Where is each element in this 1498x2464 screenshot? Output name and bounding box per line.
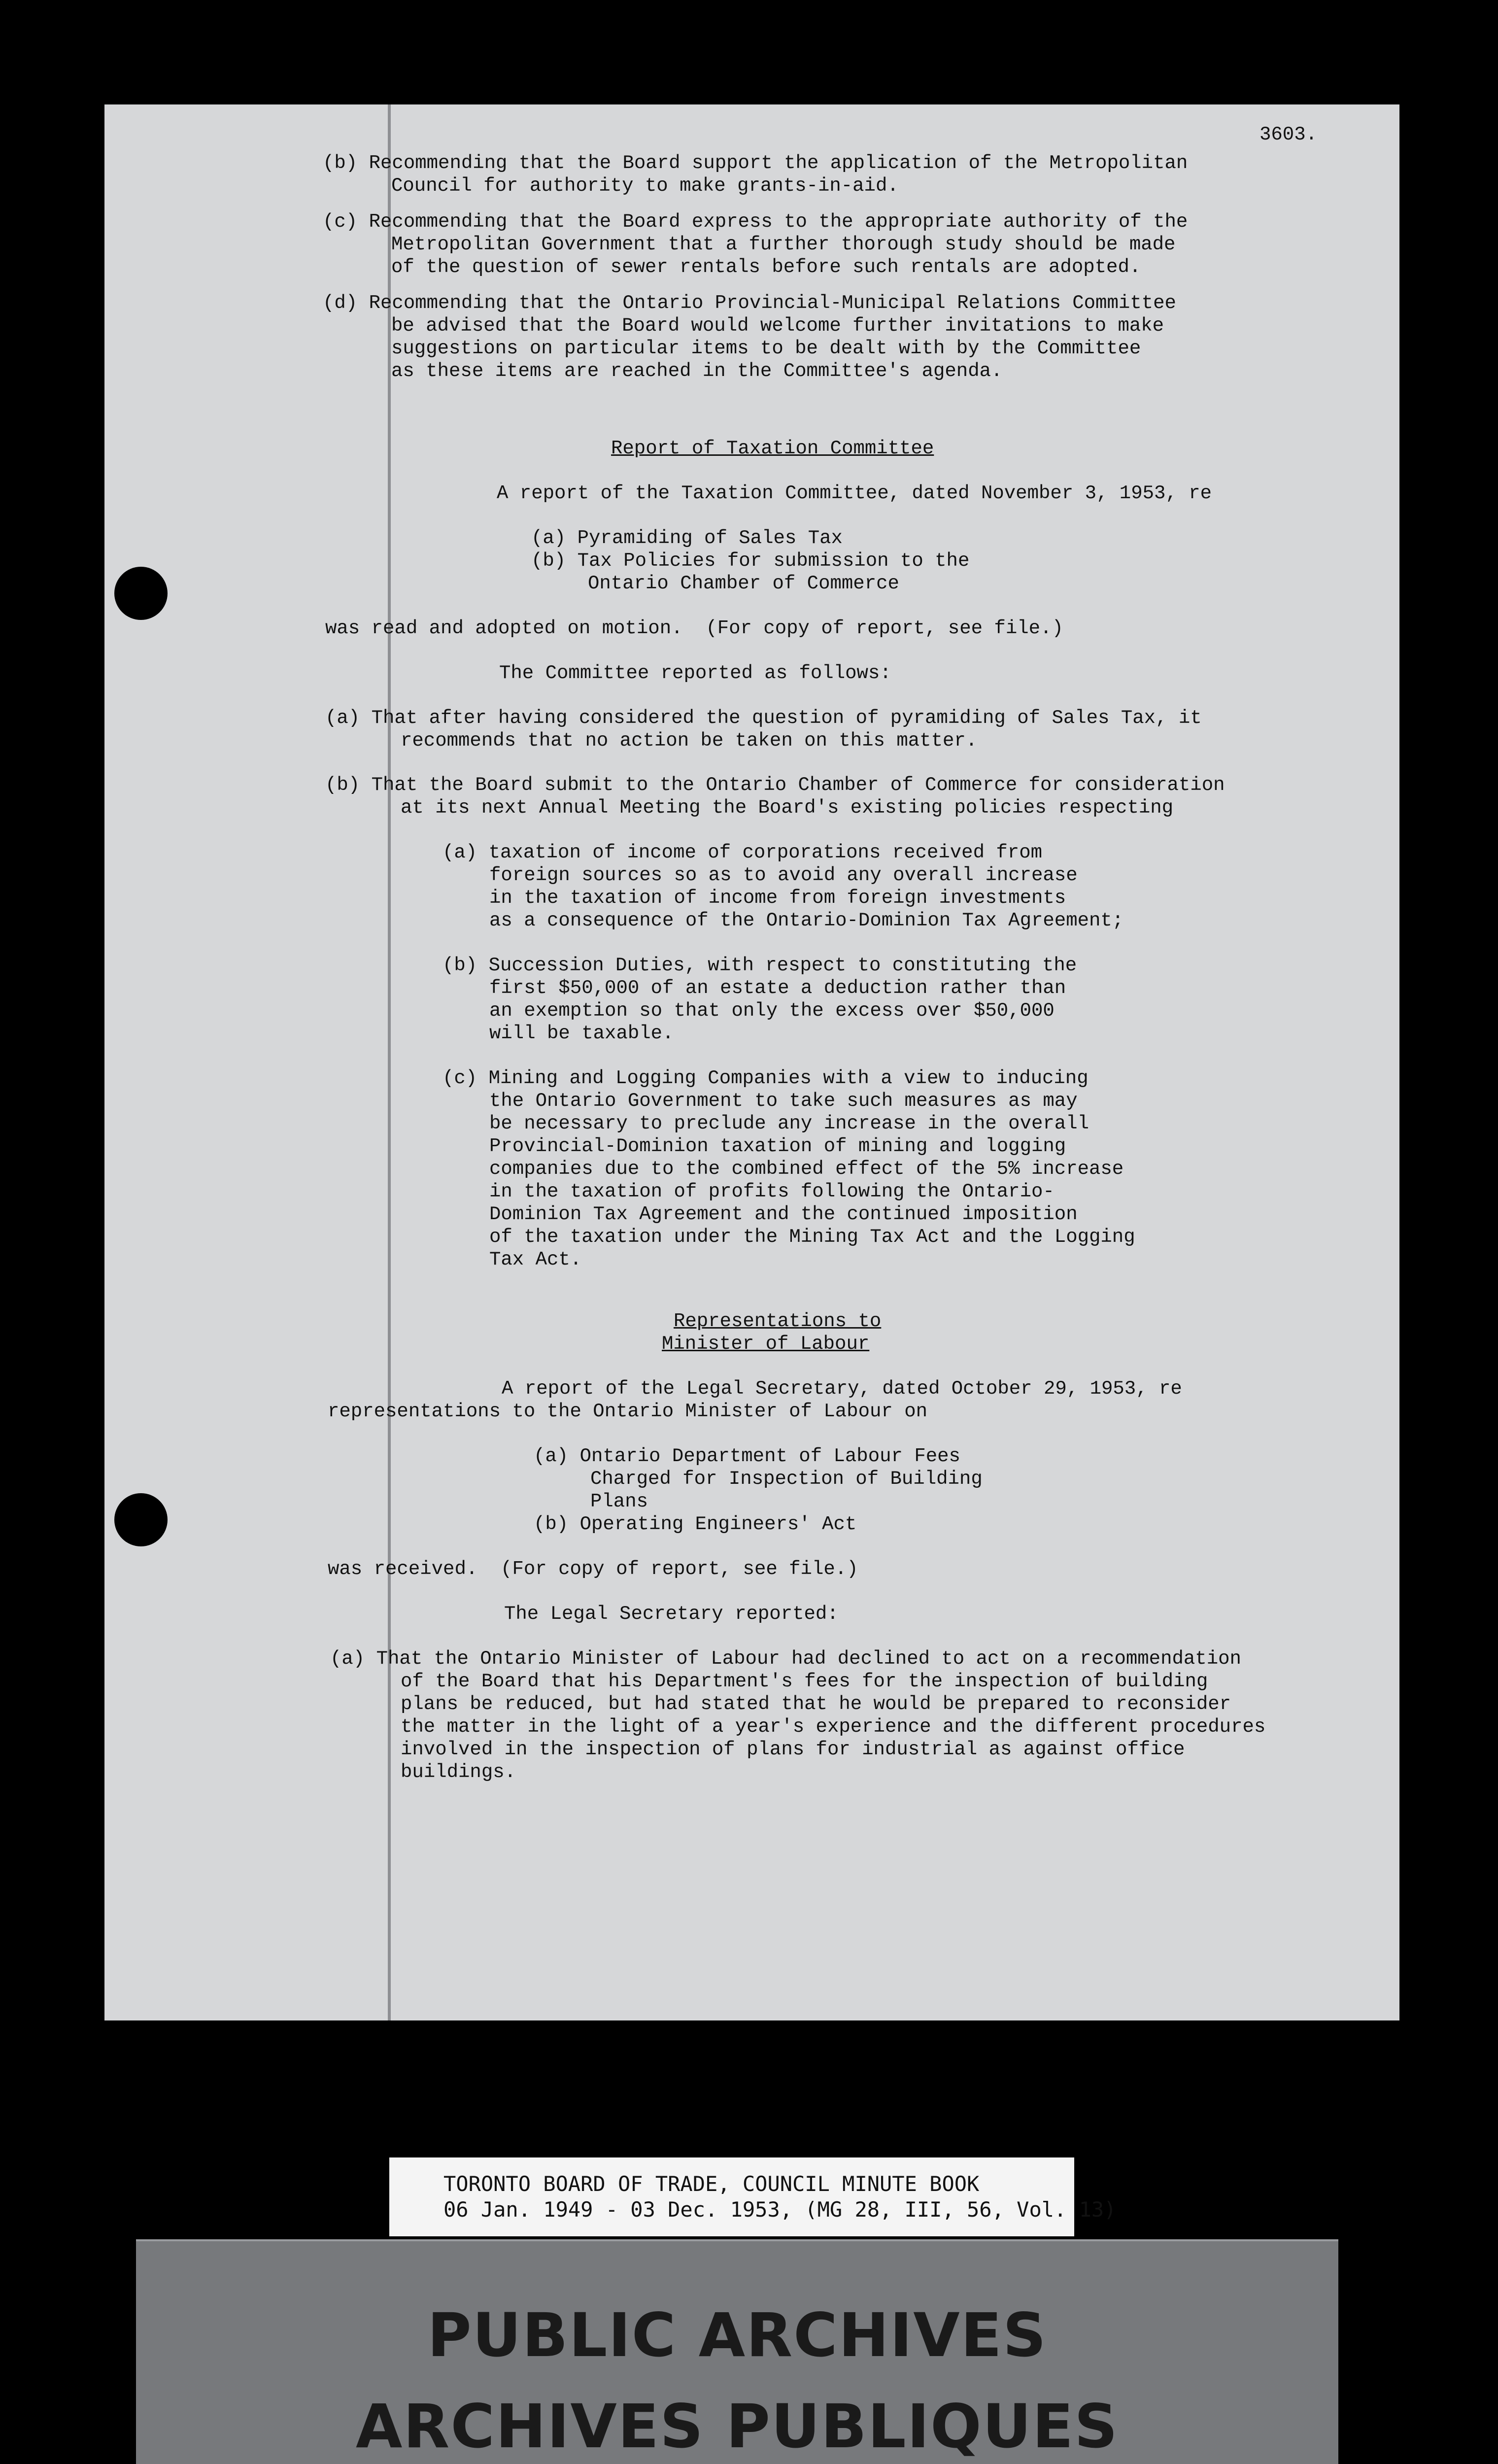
stamp-line2: ARCHIVES PUBLIQUES (355, 2392, 1119, 2462)
text-line: be necessary to preclude any increase in the overall (489, 1113, 1089, 1134)
text-line: in the taxation of profits following the Ontario- (489, 1181, 1055, 1202)
text-line: first $50,000 of an estate a deduction rather than (489, 977, 1066, 999)
text-line: plans be reduced, but had stated that he would be prepared to reconsider (401, 1693, 1231, 1715)
text-line: Minister of Labour (662, 1333, 870, 1355)
text-line: of the question of sewer rentals before such rentals are adopted. (391, 256, 1141, 278)
text-line: suggestions on particular items to be dealt with by the Committee (391, 338, 1141, 359)
text-line: be advised that the Board would welcome further invitations to make (391, 315, 1164, 337)
text-line: A report of the Legal Secretary, dated October 29, 1953, re (502, 1378, 1182, 1400)
text-line: representations to the Ontario Minister of Labour on (328, 1401, 927, 1422)
text-line: will be taxable. (489, 1023, 674, 1044)
text-line: was read and adopted on motion. (For copy of report, see file.) (325, 617, 1063, 639)
text-line: (a) Ontario Department of Labour Fees (534, 1445, 960, 1467)
text-line: as these items are reached in the Committee's agenda. (391, 360, 1003, 382)
text-line: Plans (590, 1491, 648, 1512)
text-line: foreign sources so as to avoid any overall increase (489, 864, 1078, 886)
text-line: Provincial-Dominion taxation of mining and logging (489, 1135, 1066, 1157)
text-line: (b) Recommending that the Board support the application of the Metropolitan (323, 152, 1188, 174)
text-line: of the Board that his Department's fees for the inspection of building (401, 1671, 1208, 1692)
text-line: companies due to the combined effect of the 5% increase (489, 1158, 1124, 1180)
text-line: (d) Recommending that the Ontario Provincial-Municipal Relations Committee (323, 292, 1176, 314)
archive-label-line1: TORONTO BOARD OF TRADE, COUNCIL MINUTE BOOK (443, 2172, 980, 2196)
text-line: Council for authority to make grants-in-aid. (391, 175, 899, 197)
text-line: recommends that no action be taken on this matter. (401, 730, 978, 752)
text-line: Representations to (674, 1310, 882, 1332)
text-line: (a) That after having considered the question of pyramiding of Sales Tax, it (325, 707, 1202, 729)
text-line: (b) Succession Duties, with respect to constituting the (443, 955, 1077, 976)
text-line: (a) taxation of income of corporations received from (443, 842, 1042, 863)
punch-hole (114, 567, 168, 620)
text-line: (b) That the Board submit to the Ontario Chamber of Commerce for consideration (325, 774, 1225, 796)
text-line: Charged for Inspection of Building (590, 1468, 983, 1490)
text-line: buildings. (401, 1761, 516, 1783)
text-line: in the taxation of income from foreign investments (489, 887, 1066, 909)
text-line: involved in the inspection of plans for industrial as against office (401, 1739, 1185, 1760)
text-line: (c) Recommending that the Board express to the appropriate authority of the (323, 211, 1188, 233)
text-line: A report of the Taxation Committee, dated November 3, 1953, re (497, 482, 1212, 504)
page-number: 3603. (1260, 124, 1318, 145)
text-line: (c) Mining and Logging Companies with a view to inducing (443, 1067, 1089, 1089)
stamp-line1: PUBLIC ARCHIVES (427, 2300, 1047, 2370)
text-line: of the taxation under the Mining Tax Act and the Logging (489, 1226, 1135, 1248)
text-line: was received. (For copy of report, see file.) (328, 1558, 858, 1580)
archive-label-line2: 06 Jan. 1949 - 03 Dec. 1953, (MG 28, III, 56, Vol. 13) (443, 2197, 1117, 2222)
margin-rule (388, 104, 391, 2020)
text-line: Report of Taxation Committee (611, 438, 934, 459)
text-line: as a consequence of the Ontario-Dominion Tax Agreement; (489, 910, 1124, 931)
text-line: Ontario Chamber of Commerce (588, 573, 899, 594)
text-line: an exemption so that only the excess over $50,000 (489, 1000, 1055, 1022)
text-line: Dominion Tax Agreement and the continued imposition (489, 1203, 1078, 1225)
text-line: (a) Pyramiding of Sales Tax (531, 527, 843, 549)
archive-label-text (443, 2171, 1116, 2223)
text-line: (b) Tax Policies for submission to the (531, 550, 970, 572)
text-line: the matter in the light of a year's experience and the different procedures (401, 1716, 1266, 1738)
text-line: the Ontario Government to take such measures as may (489, 1090, 1078, 1112)
document-page (104, 104, 1399, 2020)
text-line: The Legal Secretary reported: (504, 1603, 839, 1625)
text-line: (a) That the Ontario Minister of Labour had declined to act on a recommendation (330, 1648, 1241, 1670)
text-line: Metropolitan Government that a further thorough study should be made (391, 234, 1176, 255)
punch-hole (114, 1493, 168, 1546)
archives-stamp (136, 2239, 1338, 2464)
text-line: (b) Operating Engineers' Act (534, 1513, 857, 1535)
text-line: Tax Act. (489, 1249, 582, 1270)
text-line: The Committee reported as follows: (499, 662, 891, 684)
archive-label (389, 2157, 1117, 2236)
text-line: at its next Annual Meeting the Board's existing policies respecting (401, 797, 1174, 819)
